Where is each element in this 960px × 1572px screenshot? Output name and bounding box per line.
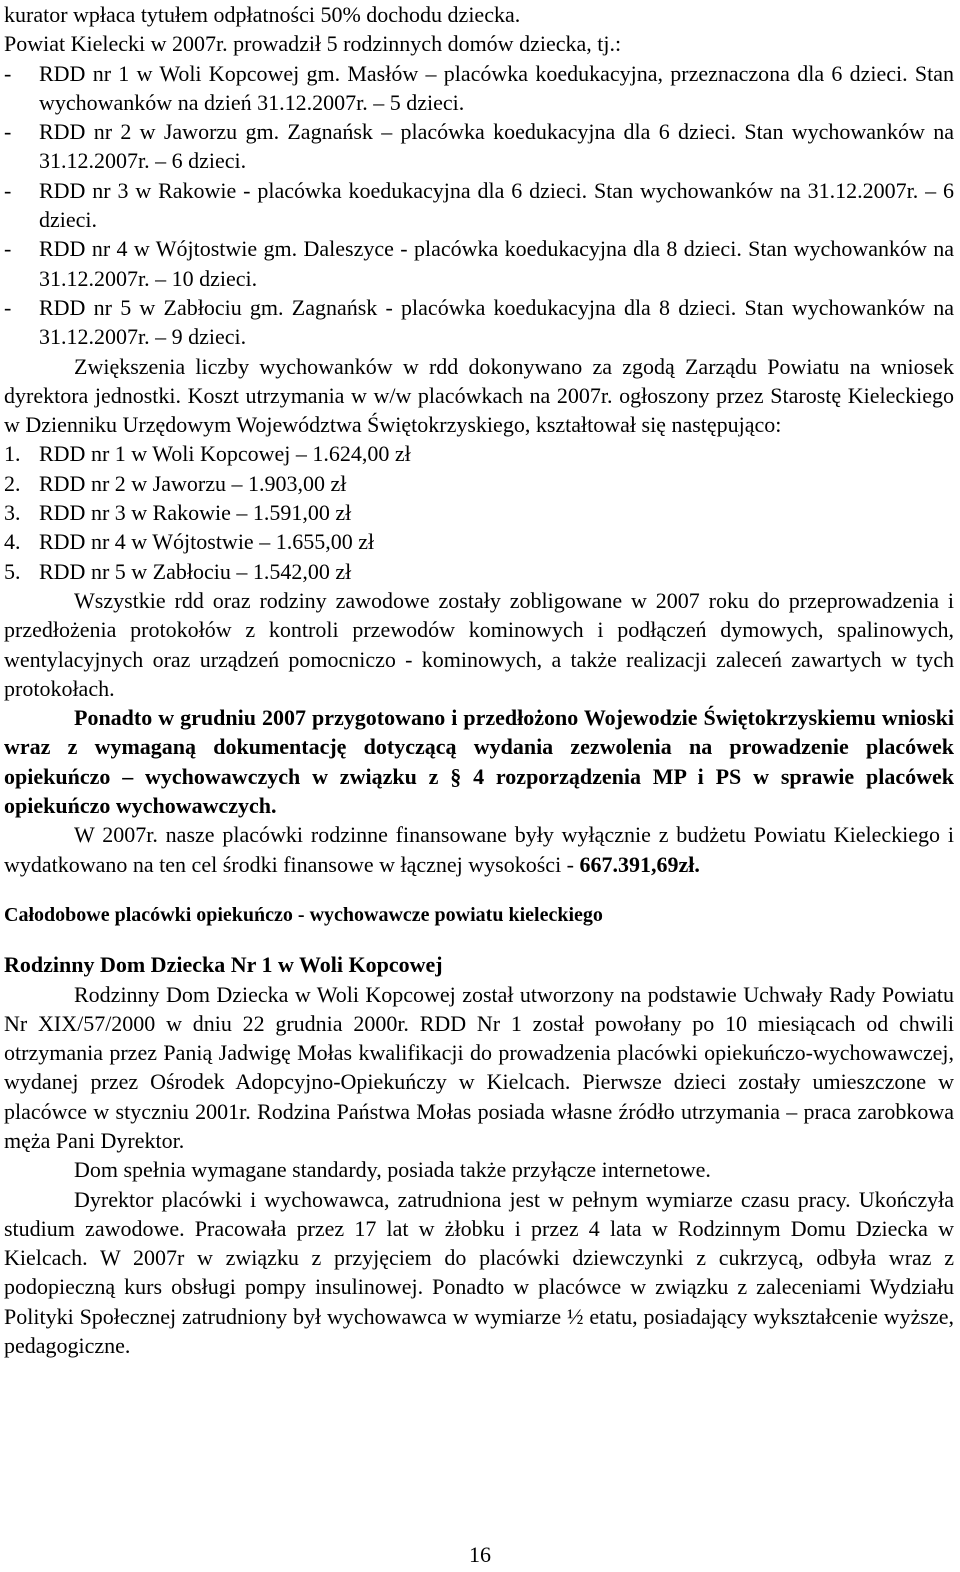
paragraph-chimney: Wszystkie rdd oraz rodziny zawodowe zostały zobligowane w 2007 roku do przeprowadzenia i przedłożenia protokołów z kontroli przewodów kominowych i podłączeń dymowych, spalinowych, wentylacyjnych oraz urządzeń pomocniczo - kominowych, a także realizacji zaleceń zawartych w tych protokołach. [4,587,954,701]
list-item: - RDD nr 4 w Wójtostwie gm. Daleszyce - placówka koedukacyjna dla 8 dzieci. Stan wychowanków na 31.12.2007r. – 10 dzieci. [4,236,954,291]
section-heading: Całodobowe placówki opiekuńczo - wychowawcze powiatu kieleckiego [4,903,603,926]
paragraph-director: Dyrektor placówki i wychowawca, zatrudniona jest w pełnym wymiarze czasu pracy. Ukończyła studium zawodowe. Pracowała przez 17 lat w żłobku i przez 4 lata w Rodzinnym Domu Dziecka w Kielcach. W 2007r w związku z przyjęciem do placówki dziewczynki z cukrzycą, odbyła wraz z podopieczną kurs obsługi pompy insulinowej. Ponadto w placówce w związku z zaleceniami Wydziału Polityki Społecznej zatrudniony był wychowawca w wymiarze ½ etatu, posiadający wykształcenie wyższe, pedagogiczne. [4,1186,954,1359]
list-item: 1. RDD nr 1 w Woli Kopcowej – 1.624,00 zł [4,441,411,467]
list-item: - RDD nr 2 w Jaworzu gm. Zagnańsk – placówka koedukacyjna dla 6 dzieci. Stan wychowanków na 31.12.2007r. – 6 dzieci. [4,119,954,174]
paragraph-finance: W 2007r. nasze placówki rodzinne finansowane były wyłącznie z budżetu Powiatu Kieleckiego i wydatkowano na ten cel środki finansowe w łącznej wysokości - 667.391,69zł. [4,822,954,877]
rdd-list [4,59,954,352]
paragraph-bold: Ponadto w grudniu 2007 przygotowano i przedłożono Wojewodzie Świętokrzyskiemu wnioski wraz z wymaganą dokumentację dotyczącą wydania zezwolenia na prowadzenie placówek opiekuńczo – wychowawczych w związku z § 4 rozporządzenia MP i PS w sprawie placówek opiekuńczo wychowawczych. [4,705,954,819]
subsection-heading: Rodzinny Dom Dziecka Nr 1 w Woli Kopcowej [4,952,443,978]
list-item: - RDD nr 5 w Zabłociu gm. Zagnańsk - placówka koedukacyjna dla 8 dzieci. Stan wychowanków na 31.12.2007r. – 9 dzieci. [4,294,954,350]
list-item: 2. RDD nr 2 w Jaworzu – 1.903,00 zł [4,470,347,496]
paragraph-rdd1: Rodzinny Dom Dziecka w Woli Kopcowej został utworzony na podstawie Uchwały Rady Powiatu Nr XIX/57/2000 w dniu 22 grudnia 2000r. RDD Nr 1 został powołany po 10 miesiącach od chwili otrzymania przez Panią Jadwigę Mołas kwalifikacji do prowadzenia placówki opiekuńczo-wychowawczej, wydanej przez Ośrodek Adopcyjno-Opiekuńczy w Kielcach. Pierwsze dzieci zostały umieszczone w placówce w styczniu 2001r. Rodzina Państwa Mołas posiada własne źródło utrzymania – praca zarobkowa męża Pani Dyrektor. [4,981,954,1153]
cost-list [4,439,954,585]
list-item: - RDD nr 3 w Rakowie - placówka koedukacyjna dla 6 dzieci. Stan wychowanków na 31.12.2007r. – 6 dzieci. [4,177,954,233]
list-item: 3. RDD nr 3 w Rakowie – 1.591,00 zł [4,500,352,526]
paragraph-standards: Dom spełnia wymagane standardy, posiada także przyłącze internetowe. [74,1157,711,1183]
paragraph-costs: Zwiększenia liczby wychowanków w rdd dokonywano za zgodą Zarządu Powiatu na wniosek dyrektora jednostki. Koszt utrzymania w w/w placówkach na 2007r. ogłoszony przez Starostę Kieleckiego w Dzienniku Urzędowym Województwa Świętokrzyskiego, kształtował się następująco: [4,353,954,438]
intro-line-2: Powiat Kielecki w 2007r. prowadził 5 rodzinnych domów dziecka, tj.: [4,31,622,57]
document-page [4,0,954,1360]
page-number: 16 [469,1542,491,1567]
list-item: - RDD nr 1 w Woli Kopcowej gm. Masłów – placówka koedukacyjna, przeznaczona dla 6 dzieci. Stan wychowanków na dzień 31.12.2007r. – 5 dzieci. [4,60,954,115]
intro-line-1: kurator wpłaca tytułem odpłatności 50% dochodu dziecka. [4,2,521,27]
list-item: 4. RDD nr 4 w Wójtostwie – 1.655,00 zł [4,529,375,555]
finance-amount: 667.391,69zł. [579,851,700,877]
list-item: 5. RDD nr 5 w Zabłociu – 1.542,00 zł [4,558,352,584]
